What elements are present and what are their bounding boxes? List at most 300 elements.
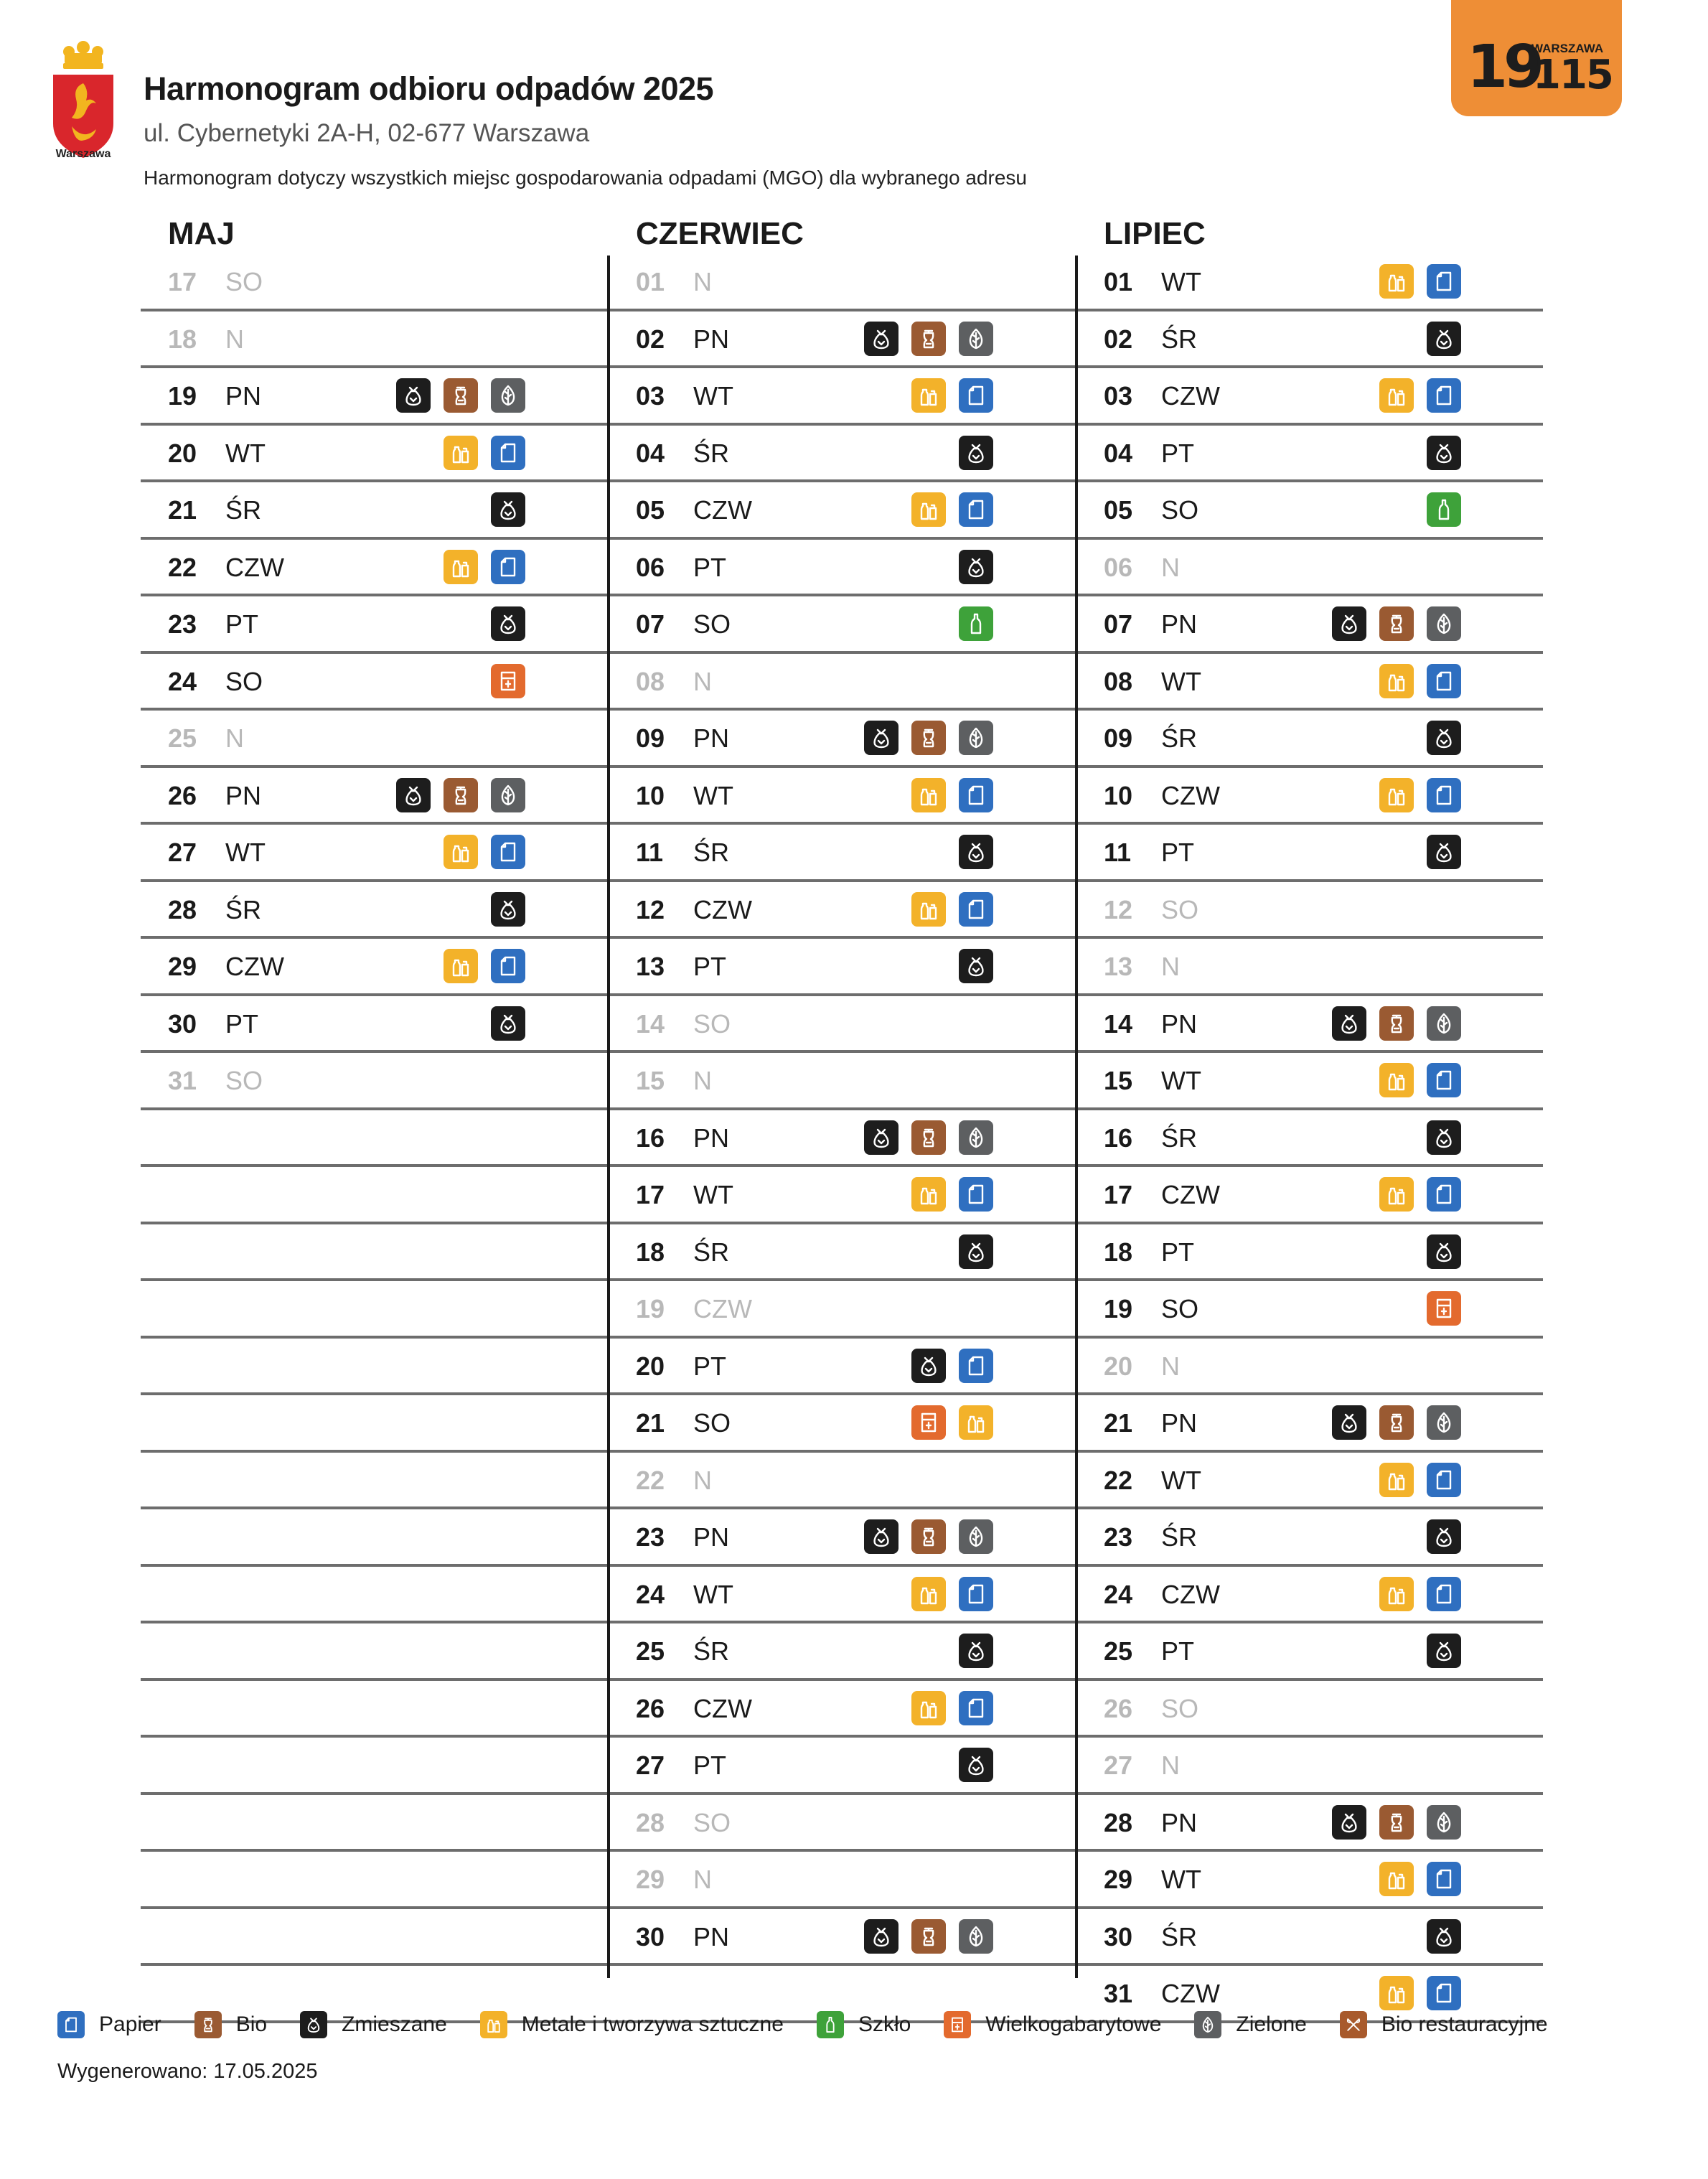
- weekday: N: [693, 1865, 712, 1894]
- day-number: 25: [636, 1636, 665, 1666]
- papier-icon: [1427, 1463, 1461, 1497]
- waste-icons: [959, 949, 993, 983]
- column-divider: [1075, 256, 1078, 1978]
- day-row: [1076, 1909, 1543, 1967]
- day-number: 22: [168, 552, 197, 582]
- weekday: WT: [693, 1579, 733, 1609]
- weekday: CZW: [225, 552, 284, 582]
- day-row: [609, 1224, 1075, 1282]
- zmieszane-icon: [959, 550, 993, 584]
- waste-icons: [491, 892, 525, 927]
- waste-icons: [1427, 1291, 1461, 1326]
- day-row: [1076, 768, 1543, 825]
- day-number: 13: [636, 952, 665, 981]
- day-row: [609, 1909, 1075, 1967]
- day-row: [1076, 426, 1543, 483]
- weekday: ŚR: [225, 495, 262, 525]
- month-column-czerwiec: [609, 208, 1075, 2023]
- weekday: SO: [1161, 1693, 1199, 1723]
- weekday: N: [1161, 552, 1180, 582]
- day-number: 18: [636, 1237, 665, 1267]
- day-number: 02: [1104, 324, 1133, 354]
- metale-icon: [911, 492, 946, 527]
- zielone-icon: [959, 1519, 993, 1554]
- day-row: [1076, 1623, 1543, 1681]
- waste-icons: [1379, 1577, 1461, 1611]
- waste-icons: [864, 721, 993, 755]
- zmieszane-icon: [864, 1519, 898, 1554]
- weekday: WT: [225, 838, 266, 867]
- zmieszane-icon: [1427, 436, 1461, 470]
- day-row: [609, 1623, 1075, 1681]
- day-number: 12: [1104, 894, 1133, 924]
- weekday: WT: [1161, 1066, 1201, 1095]
- day-row: [1076, 482, 1543, 540]
- metale-icon: [1379, 664, 1414, 698]
- zmieszane-icon: [1427, 1120, 1461, 1155]
- zmieszane-icon: [396, 778, 431, 812]
- day-number: 25: [168, 723, 197, 753]
- day-row: [141, 825, 607, 882]
- weekday: N: [693, 1465, 712, 1495]
- day-row: [609, 768, 1075, 825]
- waste-icons: [864, 1919, 993, 1954]
- day-number: 09: [636, 723, 665, 753]
- day-number: 25: [1104, 1636, 1133, 1666]
- generated-date: Wygenerowano: 17.05.2025: [57, 2060, 318, 2083]
- bio-icon: [911, 1120, 946, 1155]
- weekday: WT: [693, 780, 733, 810]
- weekday: CZW: [693, 894, 752, 924]
- restau-icon: [1340, 2011, 1367, 2038]
- day-number: 05: [1104, 495, 1133, 525]
- weekday: SO: [225, 267, 263, 296]
- metale-icon: [911, 892, 946, 927]
- zielone-icon: [959, 1120, 993, 1155]
- day-number: 24: [168, 666, 197, 696]
- waste-icons: [491, 606, 525, 641]
- zielone-icon: [959, 322, 993, 356]
- day-row: [609, 1281, 1075, 1339]
- weekday: CZW: [225, 952, 284, 981]
- day-number: 17: [168, 267, 197, 296]
- bio-icon: [444, 378, 478, 413]
- day-row: [1076, 996, 1543, 1054]
- empty-row: [141, 1224, 607, 1282]
- day-row: [609, 254, 1075, 311]
- day-number: 24: [636, 1579, 665, 1609]
- day-row: [609, 939, 1075, 996]
- weekday: ŚR: [1161, 1522, 1198, 1552]
- day-row: [1076, 825, 1543, 882]
- day-number: 19: [636, 1294, 665, 1323]
- day-row: [1076, 1509, 1543, 1567]
- papier-icon: [491, 436, 525, 470]
- bio-icon: [194, 2011, 222, 2038]
- papier-icon: [1427, 378, 1461, 413]
- waste-icons: [1427, 1519, 1461, 1554]
- metale-icon: [911, 1177, 946, 1212]
- day-number: 08: [636, 666, 665, 696]
- empty-row: [141, 1795, 607, 1852]
- weekday: CZW: [693, 1294, 752, 1323]
- weekday: ŚR: [693, 1237, 730, 1267]
- day-number: 10: [636, 780, 665, 810]
- szklo-icon: [817, 2011, 844, 2038]
- day-row: [609, 1852, 1075, 1909]
- weekday: PT: [1161, 438, 1195, 468]
- contact-badge[interactable]: [1451, 0, 1622, 116]
- weekday: SO: [693, 1408, 731, 1438]
- waste-icons: [959, 1234, 993, 1269]
- day-number: 03: [636, 381, 665, 411]
- day-row: [609, 311, 1075, 369]
- day-number: 28: [636, 1807, 665, 1837]
- weekday: ŚR: [1161, 324, 1198, 354]
- day-row: [609, 1453, 1075, 1510]
- month-title: LIPIEC: [1104, 216, 1206, 251]
- weekday: ŚR: [693, 438, 730, 468]
- month-column-maj: [141, 208, 607, 2023]
- day-number: 19: [168, 381, 197, 411]
- zmieszane-icon: [864, 322, 898, 356]
- day-row: [609, 1167, 1075, 1224]
- weekday: ŚR: [693, 1636, 730, 1666]
- weekday: PT: [1161, 838, 1195, 867]
- papier-icon: [1427, 1177, 1461, 1212]
- metale-icon: [1379, 1976, 1414, 2010]
- metale-icon: [911, 778, 946, 812]
- weekday: PT: [1161, 1237, 1195, 1267]
- bio-icon: [911, 1519, 946, 1554]
- weekday: N: [1161, 952, 1180, 981]
- day-number: 16: [636, 1123, 665, 1153]
- day-number: 07: [1104, 609, 1133, 639]
- day-row: [1076, 1281, 1543, 1339]
- waste-icons: [444, 835, 525, 869]
- zmieszane-icon: [911, 1349, 946, 1383]
- day-number: 16: [1104, 1123, 1133, 1153]
- weekday: PT: [1161, 1636, 1195, 1666]
- papier-icon: [959, 1177, 993, 1212]
- address: ul. Cybernetyki 2A-H, 02-677 Warszawa: [144, 119, 590, 147]
- day-row: [1076, 1795, 1543, 1852]
- schedule-note: Harmonogram dotyczy wszystkich miejsc gospodarowania odpadami (MGO) dla wybranego adresu: [144, 167, 1027, 189]
- waste-icons: [911, 892, 993, 927]
- waste-icons: [911, 1405, 993, 1440]
- legend-item-zmieszane: [300, 2011, 447, 2038]
- column-divider: [607, 256, 610, 1978]
- zmieszane-icon: [396, 378, 431, 413]
- weekday: WT: [225, 438, 266, 468]
- weekday: SO: [1161, 495, 1199, 525]
- day-number: 27: [168, 838, 197, 867]
- day-number: 18: [168, 324, 197, 354]
- empty-row: [141, 1395, 607, 1453]
- legend-label: Zmieszane: [342, 2012, 447, 2036]
- zmieszane-icon: [1427, 835, 1461, 869]
- day-number: 15: [636, 1066, 665, 1095]
- day-number: 22: [636, 1465, 665, 1495]
- day-row: [609, 1395, 1075, 1453]
- day-row: [141, 482, 607, 540]
- day-number: 11: [1104, 838, 1132, 867]
- wielko-icon: [1427, 1291, 1461, 1326]
- weekday: CZW: [693, 495, 752, 525]
- day-number: 27: [636, 1751, 665, 1780]
- legend-item-wielko: [944, 2011, 1161, 2038]
- zielone-icon: [491, 778, 525, 812]
- day-row: [609, 426, 1075, 483]
- waste-icons: [1332, 1805, 1461, 1840]
- waste-icons: [959, 436, 993, 470]
- day-row: [1076, 1395, 1543, 1453]
- legend-item-restau: [1340, 2011, 1548, 2038]
- empty-row: [141, 1110, 607, 1168]
- weekday: WT: [1161, 666, 1201, 696]
- zmieszane-icon: [959, 436, 993, 470]
- papier-icon: [959, 1691, 993, 1725]
- metale-icon: [1379, 1577, 1414, 1611]
- day-number: 17: [636, 1180, 665, 1209]
- day-row: [1076, 1681, 1543, 1738]
- weekday: WT: [1161, 1865, 1201, 1894]
- zmieszane-icon: [1427, 1234, 1461, 1269]
- legend-label: Bio restauracyjne: [1381, 2012, 1548, 2036]
- zmieszane-icon: [1427, 1634, 1461, 1668]
- month-rows: [609, 254, 1075, 2023]
- zmieszane-icon: [1332, 1405, 1366, 1440]
- day-row: [141, 426, 607, 483]
- day-number: 27: [1104, 1751, 1133, 1780]
- legend-item-zielone: [1194, 2011, 1306, 2038]
- waste-icons: [911, 1577, 993, 1611]
- day-row: [1076, 596, 1543, 654]
- waste-icons: [959, 1748, 993, 1782]
- zielone-icon: [1194, 2011, 1221, 2038]
- day-number: 06: [1104, 552, 1133, 582]
- empty-row: [141, 1509, 607, 1567]
- legend-item-metale: [480, 2011, 784, 2038]
- day-number: 14: [636, 1008, 665, 1039]
- waste-icons: [1427, 721, 1461, 755]
- zmieszane-icon: [1427, 322, 1461, 356]
- day-number: 26: [636, 1693, 665, 1723]
- waste-icons: [911, 378, 993, 413]
- metale-icon: [1379, 1862, 1414, 1896]
- day-row: [1076, 368, 1543, 426]
- day-row: [1076, 939, 1543, 996]
- zielone-icon: [959, 1919, 993, 1954]
- day-row: [1076, 540, 1543, 597]
- zmieszane-icon: [864, 1919, 898, 1954]
- month-column-lipiec: [1076, 208, 1543, 2023]
- zmieszane-icon: [959, 1234, 993, 1269]
- papier-icon: [959, 378, 993, 413]
- day-number: 30: [168, 1008, 197, 1039]
- day-row: [609, 596, 1075, 654]
- day-number: 01: [1104, 267, 1133, 296]
- day-row: [609, 825, 1075, 882]
- day-row: [1076, 654, 1543, 711]
- waste-icons: [864, 1120, 993, 1155]
- day-row: [609, 882, 1075, 939]
- weekday: SO: [225, 666, 263, 696]
- weekday: PN: [693, 324, 730, 354]
- metale-icon: [911, 1577, 946, 1611]
- day-row: [1076, 711, 1543, 768]
- waste-icons: [1379, 1063, 1461, 1097]
- day-row: [1076, 311, 1543, 369]
- waste-icons: [1379, 778, 1461, 812]
- weekday: ŚR: [1161, 723, 1198, 753]
- day-row: [609, 1681, 1075, 1738]
- day-number: 17: [1104, 1180, 1133, 1209]
- waste-icons: [959, 835, 993, 869]
- day-number: 20: [168, 438, 197, 468]
- waste-icons: [1427, 492, 1461, 527]
- day-number: 06: [636, 552, 665, 582]
- legend-label: Szkło: [858, 2012, 911, 2036]
- empty-row: [141, 1339, 607, 1396]
- day-row: [141, 254, 607, 311]
- zielone-icon: [1427, 1006, 1461, 1041]
- zielone-icon: [1427, 1805, 1461, 1840]
- waste-icons: [911, 778, 993, 812]
- waste-icons: [959, 1634, 993, 1668]
- weekday: CZW: [1161, 780, 1220, 810]
- day-number: 23: [636, 1522, 665, 1552]
- metale-icon: [444, 550, 478, 584]
- day-row: [609, 1339, 1075, 1396]
- day-number: 29: [636, 1865, 665, 1894]
- empty-row: [141, 1567, 607, 1624]
- papier-icon: [1427, 264, 1461, 299]
- weekday: WT: [1161, 1465, 1201, 1495]
- day-row: [609, 368, 1075, 426]
- bio-icon: [1379, 1006, 1414, 1041]
- weekday: ŚR: [1161, 1921, 1198, 1951]
- weekday: PT: [225, 609, 259, 639]
- day-number: 24: [1104, 1579, 1133, 1609]
- metale-icon: [1379, 1463, 1414, 1497]
- day-number: 09: [1104, 723, 1133, 753]
- wielko-icon: [491, 664, 525, 698]
- metale-icon: [911, 378, 946, 413]
- bio-icon: [911, 721, 946, 755]
- zmieszane-icon: [491, 492, 525, 527]
- day-row: [609, 711, 1075, 768]
- weekday: SO: [693, 609, 731, 639]
- waste-icons: [959, 550, 993, 584]
- weekday: WT: [1161, 267, 1201, 296]
- empty-row: [141, 1167, 607, 1224]
- day-number: 08: [1104, 666, 1133, 696]
- day-row: [1076, 1339, 1543, 1396]
- weekday: WT: [693, 1180, 733, 1209]
- weekday: PN: [1161, 1408, 1198, 1438]
- weekday: ŚR: [225, 894, 262, 924]
- day-row: [141, 882, 607, 939]
- waste-icons: [864, 322, 993, 356]
- day-number: 04: [636, 438, 665, 468]
- day-row: [1076, 1224, 1543, 1282]
- szklo-icon: [1427, 492, 1461, 527]
- empty-row: [141, 1623, 607, 1681]
- day-row: [141, 768, 607, 825]
- weekday: PT: [693, 552, 727, 582]
- day-row: [141, 939, 607, 996]
- waste-icons: [1427, 1120, 1461, 1155]
- weekday: PN: [1161, 1008, 1198, 1039]
- zmieszane-icon: [491, 892, 525, 927]
- day-row: [609, 654, 1075, 711]
- waste-icons: [1332, 1405, 1461, 1440]
- weekday: N: [1161, 1751, 1180, 1780]
- weekday: SO: [1161, 894, 1199, 924]
- weekday: WT: [693, 381, 733, 411]
- day-number: 13: [1104, 952, 1133, 981]
- papier-icon: [491, 835, 525, 869]
- papier-icon: [959, 778, 993, 812]
- day-number: 07: [636, 609, 665, 639]
- weekday: PN: [693, 1123, 730, 1153]
- day-number: 02: [636, 324, 665, 354]
- weekday: N: [693, 666, 712, 696]
- metale-icon: [444, 436, 478, 470]
- day-number: 12: [636, 894, 665, 924]
- day-row: [141, 711, 607, 768]
- weekday: PT: [225, 1008, 259, 1039]
- weekday: PN: [1161, 609, 1198, 639]
- papier-icon: [959, 492, 993, 527]
- legend-item-bio: [194, 2011, 267, 2038]
- day-row: [141, 368, 607, 426]
- day-row: [141, 1053, 607, 1110]
- weekday: PT: [693, 1751, 727, 1780]
- month-rows: [1076, 254, 1543, 2023]
- waste-icons: [1379, 1177, 1461, 1212]
- papier-icon: [57, 2011, 85, 2038]
- papier-icon: [1427, 778, 1461, 812]
- waste-icons: [444, 436, 525, 470]
- waste-icons: [1332, 1006, 1461, 1041]
- weekday: CZW: [1161, 1180, 1220, 1209]
- weekday: CZW: [693, 1693, 752, 1723]
- day-row: [1076, 1453, 1543, 1510]
- waste-icons: [1379, 1976, 1461, 2010]
- day-number: 21: [168, 495, 197, 525]
- zmieszane-icon: [864, 1120, 898, 1155]
- metale-icon: [1379, 778, 1414, 812]
- day-row: [141, 996, 607, 1054]
- waste-icons: [491, 492, 525, 527]
- day-row: [141, 596, 607, 654]
- day-row: [1076, 1567, 1543, 1624]
- waste-icons: [444, 550, 525, 584]
- legend-label: Wielkogabarytowe: [985, 2012, 1162, 2036]
- waste-icons: [1379, 264, 1461, 299]
- metale-icon: [1379, 1063, 1414, 1097]
- day-row: [141, 540, 607, 597]
- zielone-icon: [959, 721, 993, 755]
- papier-icon: [959, 1349, 993, 1383]
- day-row: [1076, 1110, 1543, 1168]
- waste-icons: [1379, 378, 1461, 413]
- zmieszane-icon: [1332, 1006, 1366, 1041]
- day-number: 22: [1104, 1465, 1133, 1495]
- szklo-icon: [959, 606, 993, 641]
